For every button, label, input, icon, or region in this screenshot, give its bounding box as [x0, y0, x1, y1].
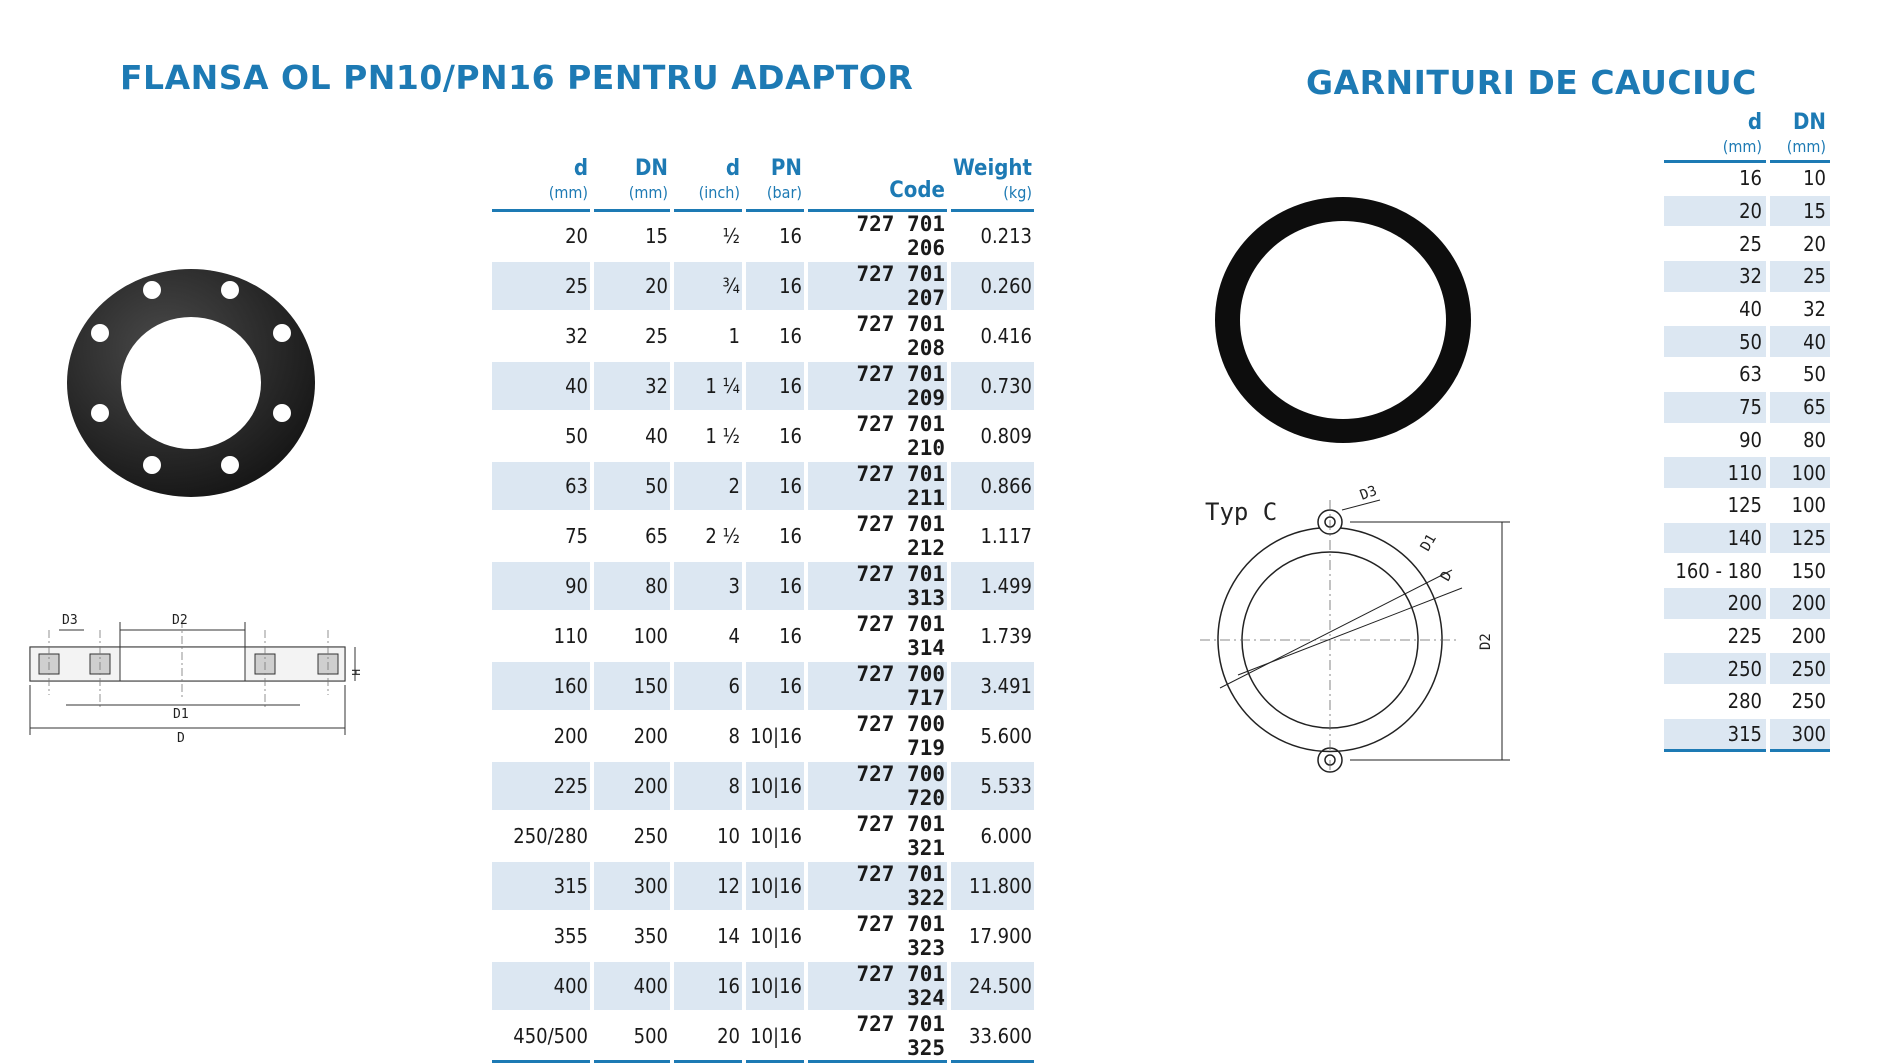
table-row: [1664, 490, 1830, 523]
cell-d: 90: [1664, 425, 1766, 458]
cell-d: 160: [492, 662, 590, 712]
cell-dn: 15: [1770, 196, 1830, 229]
flange-section-drawing: [20, 600, 360, 750]
cell-d: 315: [492, 862, 590, 912]
cell-dn: 65: [1770, 392, 1830, 425]
header-pn: PN (bar): [746, 156, 804, 212]
cell-dn: 25: [594, 312, 670, 362]
table-row: [1664, 326, 1830, 359]
cell-dn: 80: [594, 562, 670, 612]
table-row: [492, 212, 1034, 262]
cell-pn: 10|16: [746, 962, 804, 1012]
table-row: [492, 462, 1034, 512]
cell-d: 200: [1664, 588, 1766, 621]
cell-d: 315: [1664, 719, 1766, 753]
cell-inch: 3: [674, 562, 742, 612]
cell-code: 727 701 207: [808, 262, 947, 312]
cell-inch: ¾: [674, 262, 742, 312]
table-row: [1664, 457, 1830, 490]
cell-dn: 300: [594, 862, 670, 912]
cell-weight: 3.491: [951, 662, 1034, 712]
cell-weight: 33.600: [951, 1012, 1034, 1063]
header-d: d (mm): [1664, 110, 1766, 163]
cell-weight: 0.416: [951, 312, 1034, 362]
table-header-row: [1664, 110, 1830, 163]
cell-pn: 16: [746, 212, 804, 262]
cell-weight: 17.900: [951, 912, 1034, 962]
table-row: [492, 1012, 1034, 1063]
cell-d: 450/500: [492, 1012, 590, 1063]
cell-dn: 200: [594, 712, 670, 762]
cell-inch: 1 ¼: [674, 362, 742, 412]
cell-code: 727 701 325: [808, 1012, 947, 1063]
flange-photo: [60, 265, 322, 505]
cell-weight: 5.600: [951, 712, 1034, 762]
cell-dn: 15: [594, 212, 670, 262]
cell-d: 40: [492, 362, 590, 412]
cell-d: 20: [1664, 196, 1766, 229]
table-row: [492, 762, 1034, 812]
cell-pn: 10|16: [746, 912, 804, 962]
cell-code: 727 701 313: [808, 562, 947, 612]
header-weight: Weight (kg): [951, 156, 1034, 212]
cell-pn: 16: [746, 512, 804, 562]
cell-weight: 0.866: [951, 462, 1034, 512]
gasket-photo: [1212, 195, 1474, 445]
cell-dn: 32: [594, 362, 670, 412]
cell-dn: 200: [594, 762, 670, 812]
table-row: [1664, 163, 1830, 196]
cell-pn: 10|16: [746, 712, 804, 762]
cell-d: 25: [1664, 228, 1766, 261]
cell-d: 160 - 180: [1664, 555, 1766, 588]
flange-spec-table: [488, 156, 1038, 1063]
flange-label-d1: D1: [173, 707, 189, 722]
cell-pn: 16: [746, 412, 804, 462]
cell-d: 50: [492, 412, 590, 462]
cell-inch: ½: [674, 212, 742, 262]
table-row: [492, 262, 1034, 312]
cell-code: 727 701 314: [808, 612, 947, 662]
cell-dn: 200: [1770, 588, 1830, 621]
cell-code: 727 701 206: [808, 212, 947, 262]
table-row: [1664, 719, 1830, 753]
cell-weight: 0.260: [951, 262, 1034, 312]
cell-pn: 16: [746, 262, 804, 312]
cell-dn: 10: [1770, 163, 1830, 196]
cell-d: 16: [1664, 163, 1766, 196]
header-code: Code: [808, 156, 947, 212]
cell-inch: 4: [674, 612, 742, 662]
cell-weight: 0.213: [951, 212, 1034, 262]
cell-d: 250: [1664, 653, 1766, 686]
header-d-inch: d (inch): [674, 156, 742, 212]
table-row: [1664, 294, 1830, 327]
cell-pn: 16: [746, 612, 804, 662]
cell-weight: 1.499: [951, 562, 1034, 612]
table-row: [492, 512, 1034, 562]
cell-dn: 250: [594, 812, 670, 862]
cell-inch: 12: [674, 862, 742, 912]
cell-dn: 40: [594, 412, 670, 462]
cell-dn: 20: [1770, 228, 1830, 261]
cell-d: 50: [1664, 326, 1766, 359]
cell-code: 727 700 719: [808, 712, 947, 762]
cell-code: 727 701 208: [808, 312, 947, 362]
cell-weight: 6.000: [951, 812, 1034, 862]
cell-weight: 11.800: [951, 862, 1034, 912]
table-row: [492, 612, 1034, 662]
cell-pn: 16: [746, 562, 804, 612]
gasket-drawing: [1190, 470, 1530, 780]
cell-dn: 100: [1770, 490, 1830, 523]
cell-inch: 2: [674, 462, 742, 512]
cell-weight: 1.739: [951, 612, 1034, 662]
table-row: [1664, 621, 1830, 654]
cell-d: 25: [492, 262, 590, 312]
cell-code: 727 701 322: [808, 862, 947, 912]
cell-dn: 50: [1770, 359, 1830, 392]
gasket-title: GARNITURI DE CAUCIUC: [1306, 63, 1757, 102]
table-row: [492, 362, 1034, 412]
table-row: [1664, 228, 1830, 261]
cell-dn: 350: [594, 912, 670, 962]
cell-inch: 8: [674, 712, 742, 762]
table-row: [1664, 196, 1830, 229]
cell-d: 355: [492, 912, 590, 962]
cell-dn: 65: [594, 512, 670, 562]
cell-dn: 100: [594, 612, 670, 662]
cell-pn: 16: [746, 362, 804, 412]
cell-inch: 20: [674, 1012, 742, 1063]
cell-d: 32: [492, 312, 590, 362]
cell-dn: 300: [1770, 719, 1830, 753]
table-row: [492, 712, 1034, 762]
cell-dn: 125: [1770, 523, 1830, 556]
cell-weight: 24.500: [951, 962, 1034, 1012]
cell-dn: 250: [1770, 686, 1830, 719]
table-row: [1664, 261, 1830, 294]
cell-dn: 500: [594, 1012, 670, 1063]
cell-dn: 400: [594, 962, 670, 1012]
cell-inch: 2 ½: [674, 512, 742, 562]
cell-dn: 50: [594, 462, 670, 512]
flange-label-d: D: [177, 731, 185, 746]
cell-code: 727 700 717: [808, 662, 947, 712]
header-dn: DN (mm): [1770, 110, 1830, 163]
table-row: [1664, 392, 1830, 425]
cell-d: 32: [1664, 261, 1766, 294]
gasket-label-d: D: [1437, 568, 1456, 584]
cell-pn: 10|16: [746, 762, 804, 812]
cell-dn: 100: [1770, 457, 1830, 490]
table-row: [492, 412, 1034, 462]
cell-inch: 1: [674, 312, 742, 362]
cell-dn: 40: [1770, 326, 1830, 359]
cell-d: 63: [1664, 359, 1766, 392]
cell-dn: 32: [1770, 294, 1830, 327]
cell-d: 63: [492, 462, 590, 512]
cell-dn: 200: [1770, 621, 1830, 654]
cell-pn: 16: [746, 662, 804, 712]
cell-d: 280: [1664, 686, 1766, 719]
table-row: [1664, 555, 1830, 588]
cell-code: 727 701 209: [808, 362, 947, 412]
cell-pn: 16: [746, 312, 804, 362]
cell-inch: 6: [674, 662, 742, 712]
table-row: [492, 912, 1034, 962]
gasket-spec-table: [1660, 110, 1834, 752]
header-d: d (mm): [492, 156, 590, 212]
cell-d: 225: [1664, 621, 1766, 654]
cell-d: 250/280: [492, 812, 590, 862]
header-dn: DN (mm): [594, 156, 670, 212]
cell-pn: 10|16: [746, 862, 804, 912]
cell-weight: 5.533: [951, 762, 1034, 812]
cell-code: 727 701 324: [808, 962, 947, 1012]
gasket-label-d1: D1: [1417, 531, 1440, 554]
cell-pn: 10|16: [746, 1012, 804, 1063]
cell-weight: 0.809: [951, 412, 1034, 462]
cell-dn: 250: [1770, 653, 1830, 686]
cell-code: 727 701 323: [808, 912, 947, 962]
cell-d: 140: [1664, 523, 1766, 556]
cell-dn: 150: [1770, 555, 1830, 588]
cell-code: 727 701 212: [808, 512, 947, 562]
flange-label-d2: D2: [172, 613, 188, 628]
table-row: [492, 962, 1034, 1012]
table-header-row: [492, 156, 1034, 212]
table-row: [1664, 359, 1830, 392]
cell-d: 75: [1664, 392, 1766, 425]
cell-inch: 14: [674, 912, 742, 962]
flange-label-h: H: [349, 669, 362, 676]
gasket-label-d2: D2: [1478, 633, 1494, 650]
gasket-type-label: Typ C: [1205, 498, 1278, 526]
cell-dn: 150: [594, 662, 670, 712]
table-row: [492, 662, 1034, 712]
cell-pn: 16: [746, 462, 804, 512]
flange-label-d3: D3: [62, 613, 78, 628]
cell-code: 727 701 210: [808, 412, 947, 462]
cell-code: 727 701 321: [808, 812, 947, 862]
table-row: [1664, 653, 1830, 686]
cell-d: 200: [492, 712, 590, 762]
cell-weight: 0.730: [951, 362, 1034, 412]
table-row: [1664, 686, 1830, 719]
cell-dn: 25: [1770, 261, 1830, 294]
flange-title: FLANSA OL PN10/PN16 PENTRU ADAPTOR: [120, 58, 914, 97]
cell-code: 727 701 211: [808, 462, 947, 512]
cell-d: 90: [492, 562, 590, 612]
cell-dn: 80: [1770, 425, 1830, 458]
cell-pn: 10|16: [746, 812, 804, 862]
cell-inch: 1 ½: [674, 412, 742, 462]
table-row: [492, 562, 1034, 612]
table-row: [492, 862, 1034, 912]
cell-inch: 16: [674, 962, 742, 1012]
cell-d: 40: [1664, 294, 1766, 327]
cell-d: 225: [492, 762, 590, 812]
table-row: [1664, 425, 1830, 458]
table-row: [1664, 523, 1830, 556]
cell-inch: 10: [674, 812, 742, 862]
cell-d: 125: [1664, 490, 1766, 523]
cell-code: 727 700 720: [808, 762, 947, 812]
cell-d: 110: [1664, 457, 1766, 490]
table-row: [492, 312, 1034, 362]
cell-weight: 1.117: [951, 512, 1034, 562]
gasket-label-d3: D3: [1357, 482, 1380, 504]
table-row: [1664, 588, 1830, 621]
cell-d: 20: [492, 212, 590, 262]
table-row: [492, 812, 1034, 862]
cell-inch: 8: [674, 762, 742, 812]
cell-d: 400: [492, 962, 590, 1012]
cell-d: 110: [492, 612, 590, 662]
cell-dn: 20: [594, 262, 670, 312]
cell-d: 75: [492, 512, 590, 562]
